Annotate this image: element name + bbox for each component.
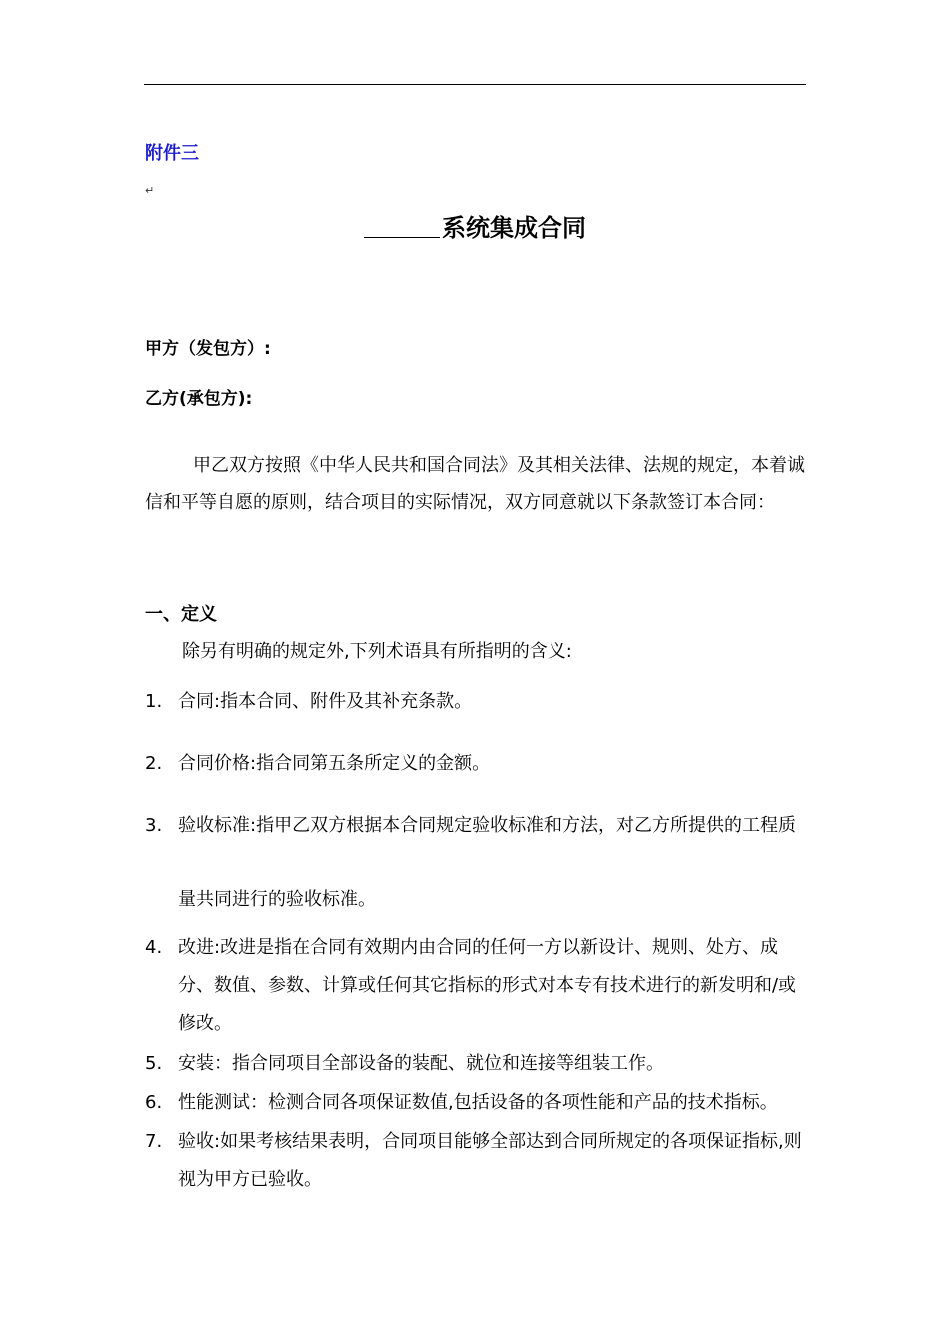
list-item-text: 性能测试：检测合同各项保证数值,包括设备的各项性能和产品的技术指标。: [178, 1092, 778, 1113]
party-b-label: 乙方(承包方):: [145, 389, 253, 409]
section-heading: 一、定义: [145, 604, 217, 625]
list-item-text: 合同价格:指合同第五条所定义的金额。: [178, 753, 491, 774]
list-item-number: 4.: [145, 937, 163, 958]
party-a-label: 甲方（发包方）:: [145, 339, 271, 359]
contract-title: [0, 208, 950, 243]
list-item-text: 验收:如果考核结果表明，合同项目能够全部达到合同所规定的各项保证指标,则视为甲方已验收。: [178, 1131, 802, 1190]
list-item-text: 合同:指本合同、附件及其补充条款。: [178, 691, 473, 712]
paragraph-mark: ↵: [145, 184, 155, 197]
list-item: [145, 1090, 807, 1116]
list-item-number: 7.: [145, 1131, 163, 1152]
list-item-number: 6.: [145, 1092, 163, 1113]
attachment-label: 附件三: [145, 143, 199, 164]
list-item-text: 验收标准:指甲乙双方根据本合同规定验收标准和方法，对乙方所提供的工程质量共同进行的验收标准。: [178, 815, 797, 910]
list-item: [145, 1051, 807, 1077]
list-item-text: 安装：指合同项目全部设备的装配、就位和连接等组装工作。: [178, 1053, 664, 1074]
list-item: [145, 1123, 807, 1199]
list-item: [145, 789, 807, 937]
list-item-number: 3.: [145, 815, 163, 836]
list-item: [145, 929, 807, 1043]
list-item: [145, 751, 807, 777]
list-item-number: 2.: [145, 753, 163, 774]
list-item: [145, 689, 807, 715]
list-item-number: 1.: [145, 691, 163, 712]
list-item-text: 改进:改进是指在合同有效期内由合同的任何一方以新设计、规则、处方、成分、数值、参数、计算或任何其它指标的形式对本专有技术进行的新发明和/或修改。: [178, 937, 797, 1034]
list-item-number: 5.: [145, 1053, 163, 1074]
title-blank-line: [364, 217, 440, 238]
section-intro: 除另有明确的规定外,下列术语具有所指明的含义:: [182, 641, 572, 662]
title-text: 系统集成合同: [442, 214, 586, 242]
header-rule: [144, 84, 806, 85]
preamble-paragraph: 甲乙双方按照《中华人民共和国合同法》及其相关法律、法规的规定，本着诚信和平等自愿的原则，结合项目的实际情况，双方同意就以下条款签订本合同：: [145, 455, 805, 513]
